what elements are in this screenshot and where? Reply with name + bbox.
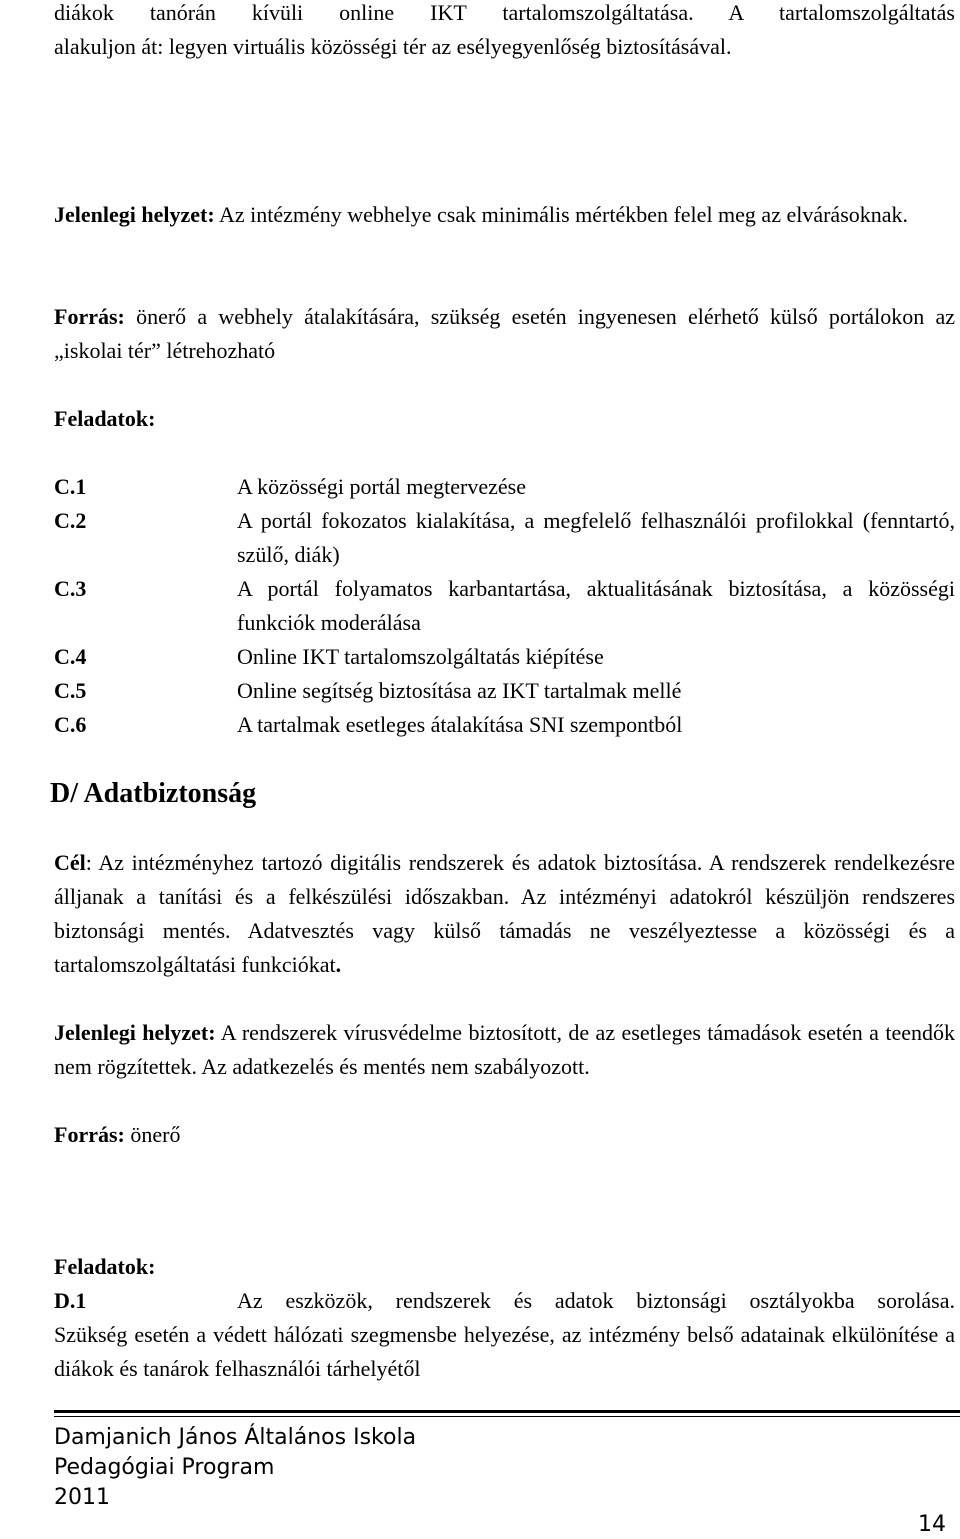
section-title-d: D/ Adatbiztonság xyxy=(50,778,257,809)
task-text-d1-rest: Szükség esetén a védett hálózati szegmensbe helyezése, az intézmény belső adatainak elkülönítése a diákok és tanárok felhasználói tárhelyétől xyxy=(54,1322,955,1381)
task-text-d1-first: Az eszközök, rendszerek és adatok biztonsági osztályokba sorolása. xyxy=(237,1288,955,1313)
task-code-c2: C.2 xyxy=(54,508,87,533)
task-code-c6: C.6 xyxy=(54,712,87,737)
task-code-c1: C.1 xyxy=(54,474,87,499)
page-number: 14 xyxy=(918,1512,946,1537)
footer-divider-thin xyxy=(54,1416,960,1417)
d-situation-text: A rendszerek vírusvédelme biztosított, de az esetleges támadások esetén a teendők nem rögzítettek. Az adatkezelés és mentés nem szabályozott. xyxy=(54,1020,955,1079)
task-text-c4: Online IKT tartalomszolgáltatás kiépítése xyxy=(237,644,604,669)
d-situation-label: Jelenlegi helyzet: xyxy=(54,1020,216,1045)
intro-line-2: alakuljon át: legyen virtuális közösségi tér az esélyegyenlőség biztosításával. xyxy=(54,34,732,59)
d-goal-end: . xyxy=(335,952,342,977)
task-code-c5: C.5 xyxy=(54,678,87,703)
footer-program: Pedagógiai Program xyxy=(54,1455,275,1480)
task-code-c4: C.4 xyxy=(54,644,87,669)
c-source-label: Forrás: xyxy=(54,304,125,329)
footer-year: 2011 xyxy=(54,1485,110,1510)
task-text-c6: A tartalmak esetleges átalakítása SNI szempontból xyxy=(237,712,683,737)
c-situation-label: Jelenlegi helyzet: xyxy=(54,202,215,227)
task-text-c1: A közösségi portál megtervezése xyxy=(237,474,526,499)
task-text-c3: A portál folyamatos karbantartása, aktualitásának biztosítása, a közösségi funkciók moderálása xyxy=(237,576,955,635)
d-situation-paragraph xyxy=(54,1016,955,1084)
d-source-label: Forrás: xyxy=(54,1122,125,1147)
task-text-c2: A portál fokozatos kialakítása, a megfelelő felhasználói profilokkal (fenntartó, szülő, diák) xyxy=(237,508,955,567)
task-code-c3: C.3 xyxy=(54,576,87,601)
d-goal-text: : Az intézményhez tartozó digitális rendszerek és adatok biztosítása. A rendszerek rendelkezésre álljanak a tanítási és a felkészülési időszakban. Az intézményi adatokról készüljön rendszeres biztonsági mentés. Adatvesztés vagy külső támadás ne veszélyeztesse a közösségi és a tartalomszolgáltatási funkciókat xyxy=(54,850,955,977)
d-source-text: önerő xyxy=(124,1122,181,1147)
d-goal-label: Cél xyxy=(54,850,86,875)
c-situation-paragraph xyxy=(54,198,955,232)
d-goal-paragraph xyxy=(54,846,955,982)
c-source-paragraph xyxy=(54,300,955,368)
c-tasks-heading: Feladatok: xyxy=(54,406,156,431)
c-situation-text: Az intézmény webhelye csak minimális mértékben felel meg az elvárásoknak. xyxy=(214,202,909,227)
task-text-c5: Online segítség biztosítása az IKT tartalmak mellé xyxy=(237,678,682,703)
task-code-d1: D.1 xyxy=(54,1288,87,1313)
footer-divider-thick xyxy=(54,1410,960,1413)
intro-line-1: diákok tanórán kívüli online IKT tartalomszolgáltatása. A tartalomszolgáltatás xyxy=(54,0,955,25)
d-tasks-heading: Feladatok: xyxy=(54,1254,156,1279)
footer-block xyxy=(54,1423,416,1513)
footer-school: Damjanich János Általános Iskola xyxy=(54,1425,417,1450)
c-source-text: önerő a webhely átalakítására, szükség esetén ingyenesen elérhető külső portálokon az „iskolai tér” létrehozható xyxy=(54,304,955,363)
d-source-paragraph xyxy=(54,1118,955,1152)
